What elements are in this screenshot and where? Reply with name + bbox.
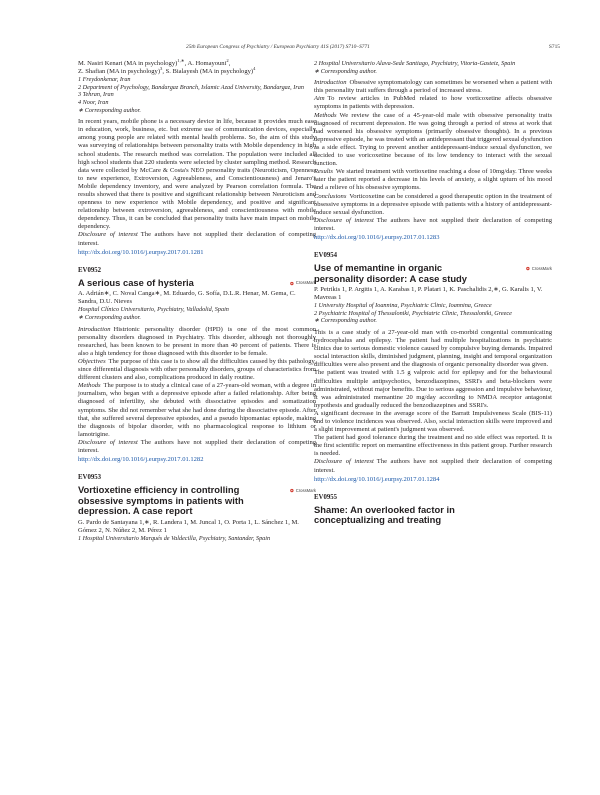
journal-citation: 25th European Congress of Psychiatry / European Psychiatry 41S (2017) S710–S771 xyxy=(186,44,370,50)
methods-paragraph: Methods The purpose is to study a clinical case of a 27-years-old woman, with a degree in journalism, who began with a depressive episode after a failed relationship. After being diagnosed of infertility, she debuted with dissociative episodes and somatization symptoms. She did not remember what she had done during the dissociative episode. After that, she suffered several depressive episodes, and a pseudo hipomaniac episode, making the diagnosis of bipolar disorder, with no pharmacological response to lithium or lamotrigine. xyxy=(78,382,316,438)
abstract-id: EV0954 xyxy=(314,252,338,260)
abstract-title-row xyxy=(78,485,316,516)
affiliation-line: 3 Tehran, Iran xyxy=(78,91,114,99)
aim-paragraph: Aim To review articles in PubMed related to how vorticoxetine affects obsessive symptoms in patients with depression. xyxy=(314,95,552,111)
abstract-affiliation: Hospital Clínico Universitario, Psychiatry, Valladolid, Spain xyxy=(78,306,229,314)
abstract-title: Vortioxetine efficiency in controlling obsessive symptoms in patients with depression. A case report xyxy=(78,484,244,517)
corresponding-note: ∗ Corresponding author. xyxy=(78,314,141,322)
continued-affiliations xyxy=(78,76,316,114)
abstract-id: EV0955 xyxy=(314,493,338,501)
abstract-title: Shame: An overlooked factor in conceptualizing and treating xyxy=(314,503,455,526)
disclosure: Disclosure of interest The authors have not supplied their declaration of competing interest. xyxy=(314,458,553,474)
page-number: S715 xyxy=(548,44,560,50)
abstract-title: A serious case of hysteria xyxy=(78,276,194,288)
crossmark-icon xyxy=(526,264,530,273)
abstract-authors: A. Adrián∗, C. Noval Canga∗, M. Eduardo, G. Sofía, D.L.R. Henar, M. Gema, C. Sandra, D.U. Nieves xyxy=(78,290,296,306)
abstract-affiliation: 2 Psychiatric Hospital of Thessaloniki, Psychiatric Clinic, Thessaloniki, Greece xyxy=(314,309,512,317)
doi-link[interactable]: http://dx.doi.org/10.1016/j.eurpsy.2017.01.1283 xyxy=(314,233,440,241)
body-paragraph: This is a case study of a 27-year-old man with co-morbid congenital communicating hydrocephalus and epilepsy. The patient had multiple hospitalizations in psychiatric clinics due to serious domestic violence caused by compulsive buying demands. Impaired social interaction skills, diminished judgment, planning, insight and temporal organization difficulties were also present and the diagnosis of organic personality disorder was given. xyxy=(314,328,552,369)
abstract-authors: P. Petrikis 1, P. Argitis 1, A. Karabas 1, P. Platari 1, K. Paschalidis 2,∗, G. Karalis 1, V. Mavreas 1 xyxy=(314,285,543,302)
right-column xyxy=(314,60,552,528)
corresponding-note: ∗ Corresponding author. xyxy=(314,67,377,75)
introduction-paragraph: Introduction Histrionic personality disorder (HPD) is one of the most common personality disorders diagnosed in Psychiatry. This disorder, although not thoroughly researched, has been known to be present in more than 40 percent of patients. There is also a high tendency for those diagnosed with this disorder to be female. xyxy=(78,325,316,357)
crossmark-badge[interactable]: CrossMark xyxy=(290,278,316,289)
abstract-authors: G. Pardo de Santayana 1,∗, R. Landera 1, M. Juncal 1, O. Porta 1, L. Sánchez 1, M. Gómez 2, N. Núñez 2, M. Pérez 1 xyxy=(78,518,299,534)
crossmark-icon xyxy=(290,279,294,288)
doi-link[interactable]: http://dx.doi.org/10.1016/j.eurpsy.2017.01.1282 xyxy=(78,456,204,464)
doi-link[interactable]: http://dx.doi.org/10.1016/j.eurpsy.2017.01.1281 xyxy=(78,248,204,256)
methods-paragraph: Methods We review the case of a 45-year-old male with obsessive personality traits diagnosed of recurrent depression. He was going through a period of stress at work that had worsened his obsessive symptoms (primarily obsessive thoughts). In a previous depressive episode, he was treated with an antidepressant that triggered sexual dysfunction as a side effect. Trying to prevent another antidepressant-induce sexual dysfunction, we decided to use voricoxetine because of its low tendency to interact with the sexual function. xyxy=(314,111,552,168)
abstract-body: In recent years, mobile phone is a necessary device in life, because it provides much ease in education, work, business, etc. but extreme use of communication devices, especially among young people are related with mental health problems. So, the aim of this study was surveying of relationships between personality traits with Mobile dependency in high school students. The research method was correlation. The population were included all high school students that 220 students were selected by cluster sampling method. Research data were collected by McCare & Costa's NEO personality traits (Neuroticism, Openness to new experience, Extroversion, Agreeableness, and Conscientiousness) and Jenaro's Mobile dependency inventory, and were analyzed by Pearson correlation formula. The results showed that there is positive and significant relationship between Neuroticism and openness to new experience with Mobile dependency, and positive and significant relationship between extroversion, agreeableness, and conscientiousness with mobile dependency. Thus, it can be concluded that personality traits have main impact on mobile dependency. xyxy=(78,118,316,231)
abstract-title-row xyxy=(78,278,316,288)
affiliation-line: 4 Noor, Iran xyxy=(78,98,109,106)
disclosure: Disclosure of interest The authors have not supplied their declaration of competing interest. xyxy=(314,216,553,232)
continued-affiliation: 2 Hospital Universitario Alava-Sede Santiago, Psychiatry, Vitoria-Gasteiz, Spain xyxy=(314,60,516,67)
abstract-id: EV0953 xyxy=(78,474,102,482)
corresponding-note: ∗ Corresponding author. xyxy=(78,106,141,114)
body-paragraph: The patient was treated with 1.5 g valproic acid for epilepsy and for the behavioural difficulties multiple antipsychotics, benzodiazepines, SSRI's and beta-blockers were administrated, without major benefits. Due to serious aggression and impulsive behaviour, it was administrated memantine 20 mg/day according to NMDA receptor antagonist hypothesis and gradually reduced the benzodiazepines and SSRI's. xyxy=(314,369,552,409)
affiliation-line: 1 Freydonkenar, Iran xyxy=(78,76,131,84)
crossmark-icon xyxy=(290,486,294,495)
continued-authors: M. Nasiri Kenari (MA in psychology)$^{1,∗}$, A. Homayouni$^2$, Z. Shafian (MA in psychology)$^3$, S. Bialayesh (MA in psychology)$^4$ xyxy=(78,57,256,76)
conclusions-paragraph: Conclusions Vorticoxetine can be considered a good therapeutic option in the treatment of obsessive symptoms in a depressive episode with patients with a history of antidepressant-induce sexual dysfunction. xyxy=(314,192,552,216)
affiliation-line: 2 Department of Psychology, Bandargaz Branch, Islamic Azad University, Bandargaz, Iran xyxy=(78,83,304,91)
body-paragraph: The patient had good tolerance during the treatment and no side effect was reported. It is the first scientific report on memantine effectiveness in this patient group. Further research is needed. xyxy=(314,434,552,458)
abstract-affiliation: 1 University Hospital of Ioannina, Psychiatric Clinic, Ioannina, Greece xyxy=(314,302,492,310)
body-paragraph: A significant decrease in the average score of the Barratt Impulsiveness Scale (BIS-11) and to violence incidences was observed. Also, social interaction skills were improved and a slight improvement at patient's judgment was observed. xyxy=(314,409,552,434)
disclosure: Disclosure of interest The authors have not supplied their declaration of competing interest. xyxy=(78,231,317,247)
corresponding-note: ∗ Corresponding author. xyxy=(314,317,377,325)
disclosure: Disclosure of interest The authors have not supplied their declaration of competing interest. xyxy=(78,438,317,455)
doi-link[interactable]: http://dx.doi.org/10.1016/j.eurpsy.2017.01.1284 xyxy=(314,475,440,483)
abstract-id: EV0952 xyxy=(78,266,102,274)
introduction-paragraph: Introduction Obsessive symptomatology can sometimes be worsened when a patient with this personality trait suffers through a period of increased stress. xyxy=(314,79,552,95)
crossmark-badge[interactable]: CrossMark xyxy=(290,485,316,496)
results-paragraph: Results We started treatment with vortioxetine reaching a dose of 10mg/day. Three weeks later the patient reported a decrease in his levels of anxiety, a slight upturn of his mood and a relieve of his obsessive symptoms. xyxy=(314,168,552,192)
abstract-affiliation: 1 Hospital Universitario Marqués de Valdecilla, Psychiatry, Santander, Spain xyxy=(78,534,271,542)
crossmark-badge[interactable]: CrossMark xyxy=(526,263,552,274)
left-column xyxy=(78,57,317,542)
objectives-paragraph: Objectives The purpose of this case is to show all the difficulties caused by this pathology, since differential diagnosis with other personality disorders, groups of characteristics from different clusters and also, complications produced in daily routine. xyxy=(78,358,316,382)
abstract-title-row xyxy=(314,263,552,284)
abstract-title: Use of memantine in organic personality disorder: A case study xyxy=(314,262,467,284)
